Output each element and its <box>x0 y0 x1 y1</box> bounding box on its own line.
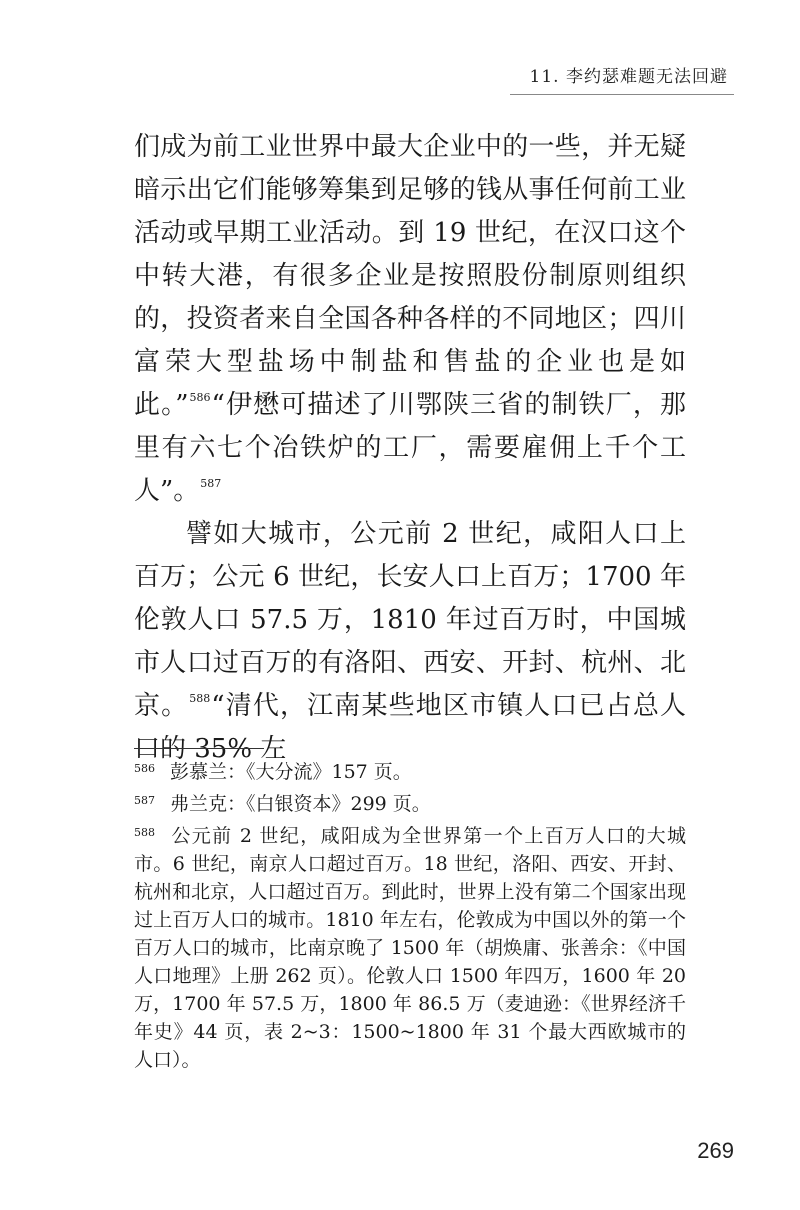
footnote-text: 公元前 2 世纪，咸阳成为全世界第一个上百万人口的大城市。6 世纪，南京人口超过百万。18 世纪，洛阳、西安、开封、杭州和北京，人口超过百万。到此时，世界上没有第二个国家出现过上百万人口的城市。1810 年左右，伦敦成为中国以外的第一个百万人口的城市，比南京晚了 1500 年（胡焕庸、张善余：《中国人口地理》上册 262 页）。伦敦人口 1500 年四万，1600 年 20 万，1700 年 57.5 万，1800 年 86.5 万（麦迪逊：《世界经济千年史》44 页，表 2~3：1500~1800 年 31 个最大西欧城市的人口）。 <box>134 825 686 1071</box>
footnote-ref-588[interactable]: 588 <box>189 692 211 705</box>
paragraph-2-text-b: “清代，江南某些地区市镇人口已占总人口的 35% 左 <box>134 691 686 764</box>
paragraph-2 <box>134 513 686 771</box>
paragraph-1-text-a: 们成为前工业世界中最大企业中的一些，并无疑暗示出它们能够筹集到足够的钱从事任何前工业活动或早期工业活动。到 19 世纪，在汉口这个中转大港，有很多企业是按照股份制原则组织的，投资者来自全国各种各样的不同地区；四川富荣大型盐场中制盐和售盐的企业也是如此。” <box>134 132 686 420</box>
page-number: 269 <box>697 1138 734 1163</box>
header-rule <box>510 94 734 95</box>
running-header: 11. 李约瑟难题无法回避 <box>529 67 728 87</box>
footnote-rule <box>134 748 264 749</box>
footnote-ref-587[interactable]: 587 <box>200 477 222 490</box>
footnote-588: 588 公元前 2 世纪，咸阳成为全世界第一个上百万人口的大城市。6 世纪，南京人口超过百万。18 世纪，洛阳、西安、开封、杭州和北京，人口超过百万。到此时，世界上没有第二个国家出现过上百万人口的城市。1810 年左右，伦敦成为中国以外的第一个百万人口的城市，比南京晚了 1500 年（胡焕庸、张善余：《中国人口地理》上册 262 页）。伦敦人口 1500 年四万，1600 年 20 万，1700 年 57.5 万，1800 年 86.5 万（麦迪逊：《世界经济千年史》44 页，表 2~3：1500~1800 年 31 个最大西欧城市的人口）。 <box>134 825 686 1071</box>
footnote-ref-586[interactable]: 586 <box>189 391 211 404</box>
footnotes <box>134 758 686 1078</box>
paragraph-2-text-a: 譬如大城市，公元前 2 世纪，咸阳人口上百万；公元 6 世纪，长安人口上百万；1700 年伦敦人口 57.5 万，1810 年过百万时，中国城市人口过百万的有洛阳、西安、开封、杭州、北京。 <box>134 519 686 721</box>
footnote-587: 587 弗兰克：《白银资本》299 页。 <box>134 793 431 815</box>
footnote-text: 彭慕兰：《大分流》157 页。 <box>170 761 412 783</box>
paragraph-1-text-b: “伊懋可描述了川鄂陕三省的制铁厂，那里有六七个冶铁炉的工厂，需要雇佣上千个工人”。 <box>134 390 686 506</box>
paragraph-1 <box>134 126 686 513</box>
footnote-text: 弗兰克：《白银资本》299 页。 <box>170 793 431 815</box>
footnote-586: 586 彭慕兰：《大分流》157 页。 <box>134 761 412 783</box>
body-text <box>134 126 686 771</box>
